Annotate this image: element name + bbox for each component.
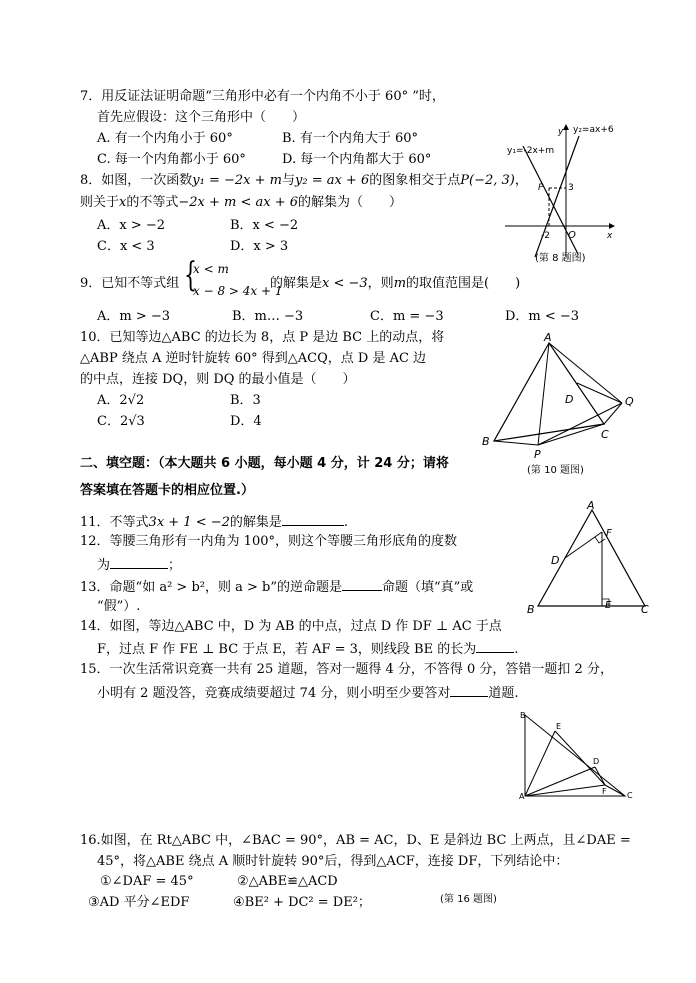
segment-pq xyxy=(538,403,622,445)
q13-line-2: “假”）. xyxy=(97,599,141,614)
q10-line-1: 10．已知等边△ABC 的边长为 8，点 P 是边 BC 上的动点，将 xyxy=(80,330,445,345)
q14-line-1: 14．如图，等边△ABC 中，D 为 AB 的中点，过点 D 作 DF ⊥ AC 于点 xyxy=(80,619,502,634)
label-b: B xyxy=(527,603,535,616)
q8-text-d: 的不等式 xyxy=(126,195,179,210)
label-c: C xyxy=(641,603,649,616)
label-d: D xyxy=(551,554,560,567)
q15-pre: 小明有 2 题没答，竞赛成绩要超过 74 分，则小明至少要答对 xyxy=(97,686,451,701)
q15-line-1: 15．一次生活常识竞赛一共有 25 道题，答对一题得 4 分，不答得 0 分，答错一题扣 2 分， xyxy=(80,662,613,677)
label-x: x xyxy=(607,231,613,241)
label-c: C xyxy=(601,428,609,441)
q7-option-b: B. 有一个内角大于 60° xyxy=(282,131,418,146)
q9-system-1: x < m xyxy=(193,262,229,276)
q11-end: . xyxy=(343,515,349,530)
q16-option-3: ③AD 平分∠EDF xyxy=(88,895,190,910)
label-d: D xyxy=(593,757,600,766)
segment-bp xyxy=(494,441,538,445)
segment-pc xyxy=(538,424,604,445)
q11-pre: 11．不等式 xyxy=(80,515,149,530)
q16-caption: (第 16 题图) xyxy=(440,894,497,905)
q11-post: 的解集是 xyxy=(229,515,282,530)
brace-icon: { xyxy=(184,255,197,295)
q16-line-1: 16.如图，在 Rt△ABC 中，∠BAC = 90°，AB = AC，D、E 是斜边 BC 上两点，且∠DAE = xyxy=(80,833,631,848)
q14-line-2 xyxy=(97,639,518,659)
y-axis-arrow xyxy=(563,124,569,130)
q10-line-2: △ABP 绕点 A 逆时针旋转 60° 得到△ACQ，点 D 是 AC 边 xyxy=(80,351,427,366)
q13-line-1 xyxy=(80,577,473,597)
label-a: A xyxy=(519,792,525,801)
label-b: B xyxy=(482,435,490,448)
q9-post-b: ，则 xyxy=(367,276,394,291)
q8-caption: (第 8 题图) xyxy=(535,253,586,264)
q12-answer-blank[interactable] xyxy=(110,555,168,569)
label-p: P xyxy=(534,448,541,461)
segment-df xyxy=(565,532,602,558)
q10-figure xyxy=(480,333,650,478)
q10-option-b: B．3 xyxy=(230,393,261,408)
label-c: C xyxy=(627,791,633,800)
q10-line-3: 的中点，连接 DQ，则 DQ 的最小值是（ ） xyxy=(80,372,356,387)
label-d: D xyxy=(565,393,574,406)
q7-stem: 7．用反证法证明命题“三角形中必有一个内角不小于 60° ”时， xyxy=(80,89,445,104)
q9-system-2: x − 8 > 4x + 1 xyxy=(193,284,283,298)
label-p: P xyxy=(538,183,544,193)
q16-line-2: 45°，将△ABE 绕点 A 顺时针旋转 90°后，得到△ACF，连接 DF，下列结论中： xyxy=(97,854,569,869)
section-2-heading: 二、填空题：（本大题共 6 小题，每小题 4 分，计 24 分；请将 xyxy=(80,456,449,471)
q15-answer-blank[interactable] xyxy=(450,683,488,697)
q15-end: 道题. xyxy=(488,686,519,701)
q12-end: ； xyxy=(168,558,182,573)
label-b: B xyxy=(520,711,526,720)
q11-expr: 3x + 1 < −2 xyxy=(148,515,230,530)
q8-option-a: A．x > −2 xyxy=(97,218,166,233)
triangle-abc xyxy=(494,343,604,441)
q12-line-2 xyxy=(97,555,181,575)
label-neg2: -2 xyxy=(541,231,550,241)
q7-stem-2: 首先应假设：这个三角形中（ ） xyxy=(97,110,306,125)
q12-line-1: 12．等腰三角形有一内角为 100°，则这个等腰三角形底角的度数 xyxy=(80,534,457,549)
q16-option-1: ①∠DAF = 45° xyxy=(100,874,194,889)
q8-option-d: D．x > 3 xyxy=(230,239,289,254)
label-o: O xyxy=(568,230,576,241)
q7-option-c: C. 每一个内角都小于 60° xyxy=(97,152,246,167)
q9-var-m: m xyxy=(393,276,407,291)
q8-func-1: y₁ = −2x + m xyxy=(192,173,282,188)
label-f: F xyxy=(606,528,612,539)
q15-line-2 xyxy=(97,683,518,703)
q8-figure xyxy=(505,122,615,262)
q8-option-b: B．x < −2 xyxy=(230,218,299,233)
q14-end: . xyxy=(514,642,519,657)
q10-option-d: D．4 xyxy=(230,414,262,429)
q8-text-c: 则关于 xyxy=(80,195,120,210)
right-angle-f xyxy=(595,537,605,543)
label-a: A xyxy=(587,499,595,512)
q9-option-b: B．m… −3 xyxy=(232,309,304,324)
q8-point: P(−2, 3) xyxy=(460,173,515,188)
segment-cf xyxy=(605,785,625,796)
q8-option-c: C．x < 3 xyxy=(97,239,155,254)
q9-post-a: 的解集是 xyxy=(270,276,323,291)
q8-text-b: 的图象相交于点 xyxy=(369,173,461,188)
q8-line-2 xyxy=(80,194,402,212)
label-q: Q xyxy=(625,395,634,408)
q16-figure xyxy=(515,710,645,825)
section-2-heading-2: 答案填在答题卡的相应位置.） xyxy=(80,483,254,498)
q8-text-end: ， xyxy=(514,173,528,188)
label-3: 3 xyxy=(568,183,574,193)
q12-pre: 为 xyxy=(97,558,111,573)
segment-ae xyxy=(525,731,555,796)
q13-pre: 13．命题“如 a² > b²，则 a > b”的逆命题是 xyxy=(80,580,342,595)
q13-answer-blank[interactable] xyxy=(342,577,382,591)
label-e: E xyxy=(605,600,612,611)
q8-text-e: 的解集为（ ） xyxy=(298,195,403,210)
triangle-abc xyxy=(525,715,625,796)
label-y2: y₂=ax+6 xyxy=(573,125,614,135)
q10-option-c: C．2√3 xyxy=(97,414,145,429)
q8-func-2: y₂ = ax + 6 xyxy=(295,173,370,188)
segment-dq xyxy=(577,383,622,403)
q9-option-d: D．m < −3 xyxy=(505,309,580,324)
q8-line-1 xyxy=(80,172,528,190)
q8-inequality: −2x + m < ax + 6 xyxy=(178,195,299,210)
x-axis-arrow xyxy=(609,223,615,229)
q11-answer-blank[interactable] xyxy=(282,512,344,526)
segment-cq xyxy=(604,403,622,424)
q13-post: 命题（填“真”或 xyxy=(381,580,474,595)
q9-post xyxy=(270,275,520,293)
label-e: E xyxy=(556,722,562,731)
segment-aq xyxy=(549,343,622,403)
q10-caption: (第 10 题图) xyxy=(527,465,584,476)
label-y: y xyxy=(558,127,564,137)
q14-figure xyxy=(525,500,650,615)
q9-option-c: C．m = −3 xyxy=(370,309,444,324)
q7-option-a: A. 有一个内角小于 60° xyxy=(97,131,233,146)
q9-option-a: A．m > −3 xyxy=(97,309,171,324)
label-a: A xyxy=(544,331,552,344)
q14-answer-blank[interactable] xyxy=(476,639,514,653)
q14-pre: F，过点 F 作 FE ⊥ BC 于点 E，若 AF = 3，则线段 BE 的长为 xyxy=(97,642,477,657)
label-f: F xyxy=(602,787,607,796)
q7-option-d: D. 每一个内角都大于 60° xyxy=(282,152,432,167)
q8-var-x: x xyxy=(119,195,127,210)
q8-text-mid: 与 xyxy=(281,173,295,188)
segment-ap xyxy=(538,343,549,445)
q11-line xyxy=(80,512,348,532)
q16-option-2: ②△ABE≌△ACD xyxy=(237,874,338,889)
q9-pre: 9．已知不等式组 xyxy=(80,276,180,291)
label-y1: y₁=-2x+m xyxy=(507,146,555,156)
q8-text-a: 8．如图，一次函数 xyxy=(80,173,193,188)
q10-option-a: A．2√2 xyxy=(97,393,145,408)
q9-post-c: 的取值范围是( ) xyxy=(406,276,521,291)
q9-solution: x < −3 xyxy=(322,276,368,291)
q16-option-4: ④BE² + DC² = DE²； xyxy=(233,895,371,910)
